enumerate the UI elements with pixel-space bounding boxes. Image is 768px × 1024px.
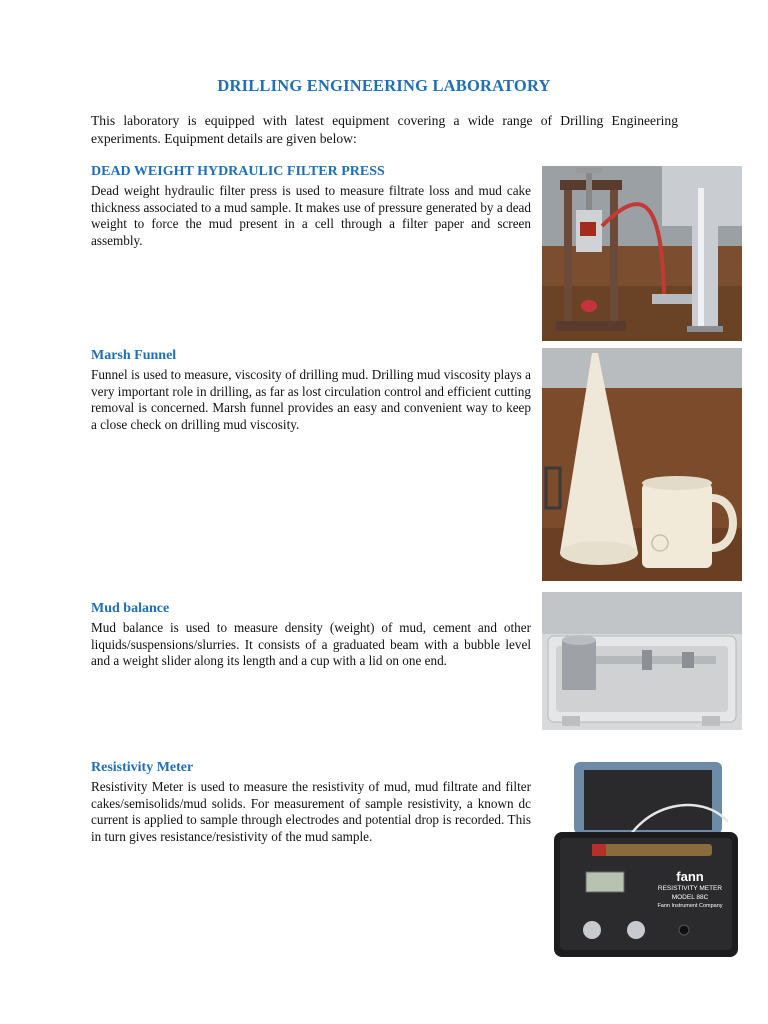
section-body: Resistivity Meter is used to measure the resistivity of mud, mud filtrate and filter cakes/semisolids/mud solids. For measurement of sample resistivity, a known dc current is applied to sample through electrodes and potential drop is recorded. This in turn gives resistance/resistivity of the mud sample. [91, 779, 531, 844]
section-heading: Marsh Funnel [91, 348, 177, 363]
meter-label-line2: MODEL 88C [671, 894, 709, 901]
section-heading: DEAD WEIGHT HYDRAULIC FILTER PRESS [91, 164, 385, 179]
section-resistivity-meter [91, 759, 531, 845]
section-heading: Resistivity Meter [91, 760, 194, 775]
section-body: Funnel is used to measure, viscosity of drilling mud. Drilling mud viscosity plays a very important role in drilling, as far as lost circulation control and efficient cutting removal is concerned. Marsh funnel provides an easy and convenient way to keep a close check on drilling mud viscosity. [91, 367, 531, 432]
meter-label [650, 870, 730, 911]
section-heading: Mud balance [91, 601, 170, 616]
section-body: Dead weight hydraulic filter press is used to measure filtrate loss and mud cake thickness associated to a mud sample. It makes use of pressure generated by a dead weight to force the mud present in a cell through a filter paper and screen assembly. [91, 183, 531, 248]
meter-label-line3: Fann Instrument Company [657, 903, 723, 909]
meter-label-line1: RESISTIVITY METER [657, 885, 723, 892]
section-filter-press [91, 163, 531, 249]
page-title: DRILLING ENGINEERING LABORATORY [217, 76, 551, 95]
meter-brand: fann [676, 869, 704, 884]
section-mud-balance [91, 600, 531, 670]
mud-balance-photo [542, 592, 742, 730]
section-body: Mud balance is used to measure density (weight) of mud, cement and other liquids/suspensions/slurries. It consists of a graduated beam with a bubble level and a weight slider along its length and a cup with a lid on one end. [91, 620, 531, 669]
intro-paragraph: This laboratory is equipped with latest equipment covering a wide range of Drilling Engineering experiments. Equipment details are given below: [91, 113, 678, 146]
resistivity-meter-photo [552, 762, 740, 957]
section-marsh-funnel [91, 347, 531, 433]
marsh-funnel-photo [542, 348, 742, 581]
filter-press-photo [542, 166, 742, 341]
